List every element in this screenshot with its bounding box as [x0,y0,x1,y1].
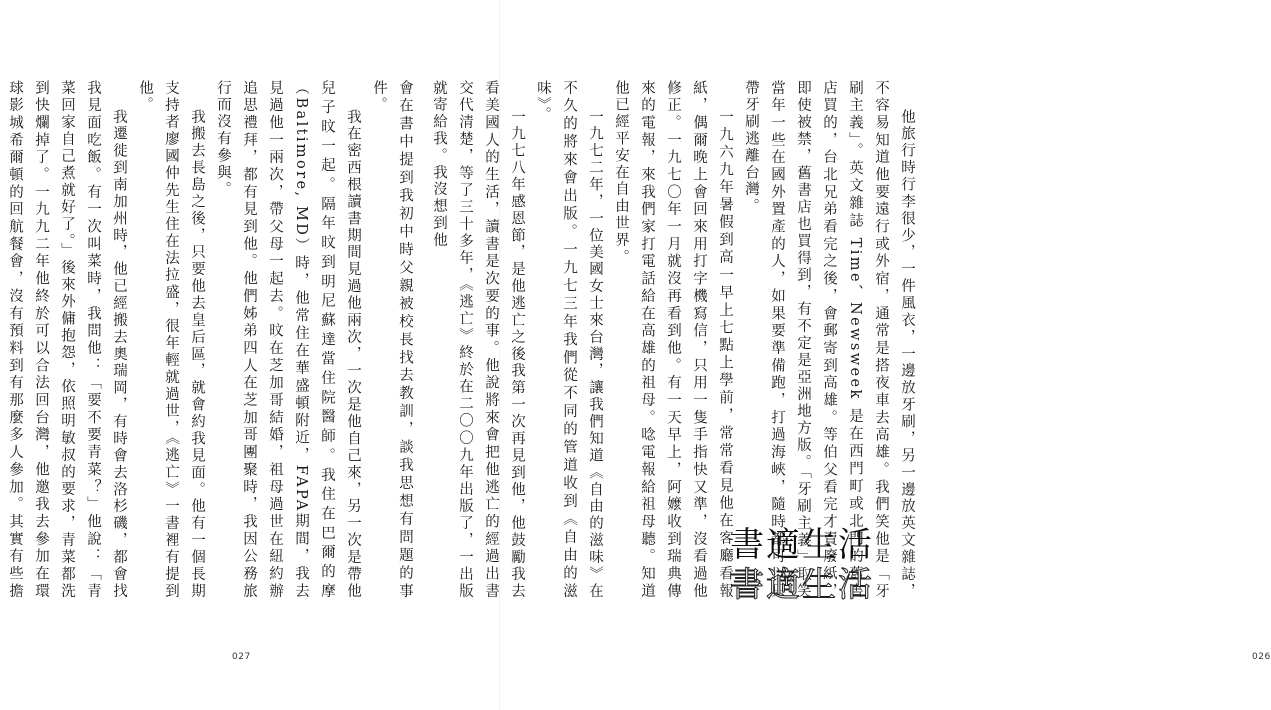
paragraph: 會在書中提到我初中時父親被校長找去教訓，談我思想有問題的事件。 [371,80,413,600]
right-page-text [431,80,920,600]
watermark-text-outline: 書適生活 [730,565,874,605]
paragraph: 一九七二年，一位美國女士來台灣，讓我們知道《自由的滋味》在不久的將來會出版。一九七三年我們從不同的管道收到《自由的滋味》。 [535,80,603,600]
paragraph: 我遷徙到南加州時，他已經搬去奧瑞岡，有時會去洛杉磯，都會找我見面吃飯。有一次叫菜時，我問他：「要不要青菜？」他說：「青菜回家自己煮就好了。」後來外傭抱怨，依照明敏叔的要求，青菜都洗到快爛掉了。一九九二年他終於可以合法回台灣，他邀我去參加在環球影城希爾頓的回航餐會，沒有預料到有那麼多人參加。其實有些擔 [7,80,127,600]
paragraph: 我在密西根讀書期間見過他兩次，一次是他自己來，另一次是帶他兒子旼一起。隔年旼到明尼蘇達當住院醫師。我住在巴爾的摩（Baltimore, MD）時，他常住在華盛頓附近，FAPA期間，我去見過他一兩次，帶父母一起去。旼在芝加哥結婚，祖母過世在紐約辦追思禮拜，都有見到他。他們姊弟四人在芝加哥團聚時，我因公務旅行而沒有參與。 [215,80,361,600]
paragraph: 他旅行時行李很少，一件風衣，一邊放牙刷，另一邊放英文雜誌，不容易知道他要遠行或外宿，通常是搭夜車去高雄。我們笑他是「牙刷主義」。英文雜誌 Time、Newsweek 是在西門町或北門的舊書店買的，台北兄弟看完之後，會郵寄到高雄。等伯父看完才賣廢紙，即使被禁，舊書店也買得到，有不定是亞洲地方版。「牙刷主義」取笑當年一些在國外置產的人，如果要準備跑，打過海峽，隨時都可以只帶牙刷逃離台灣。 [743,80,915,600]
left-page-text [7,80,418,600]
paragraph: 我搬去長島之後，只要他去皇后區，就會約我見面。他有一個長期支持者廖國仲先生住在法拉盛，很年輕就過世，《逃亡》一書裡有提到他。 [137,80,205,600]
page-number: 026 [1252,652,1271,662]
left-page [0,0,500,710]
watermark-text: 書適生活 [730,525,874,565]
page-number: 027 [232,652,251,662]
paragraph: 一九六九年暑假到高一早上七點上學前，常常看見他在客廳看報紙，偶爾晚上會回來用打字機寫信，只用一隻手指快又準，沒看過他修正。一九七〇年一月就沒再看到他。有一天早上，阿嬤收到瑞典傳來的電報，來我們家打電話給在高雄的祖母。唸電報給祖母聽。知道他已經平安在自由世界。 [613,80,733,600]
paragraph: 一九七八年感恩節，是他逃亡之後我第一次再見到他，他鼓勵我去看美國人的生活，讀書是次要的事。他說將來會把他逃亡的經過出書交代清楚，等了三十多年，《逃亡》終於在二〇〇九年出版了，一出版就寄給我。我沒想到他 [431,80,525,600]
